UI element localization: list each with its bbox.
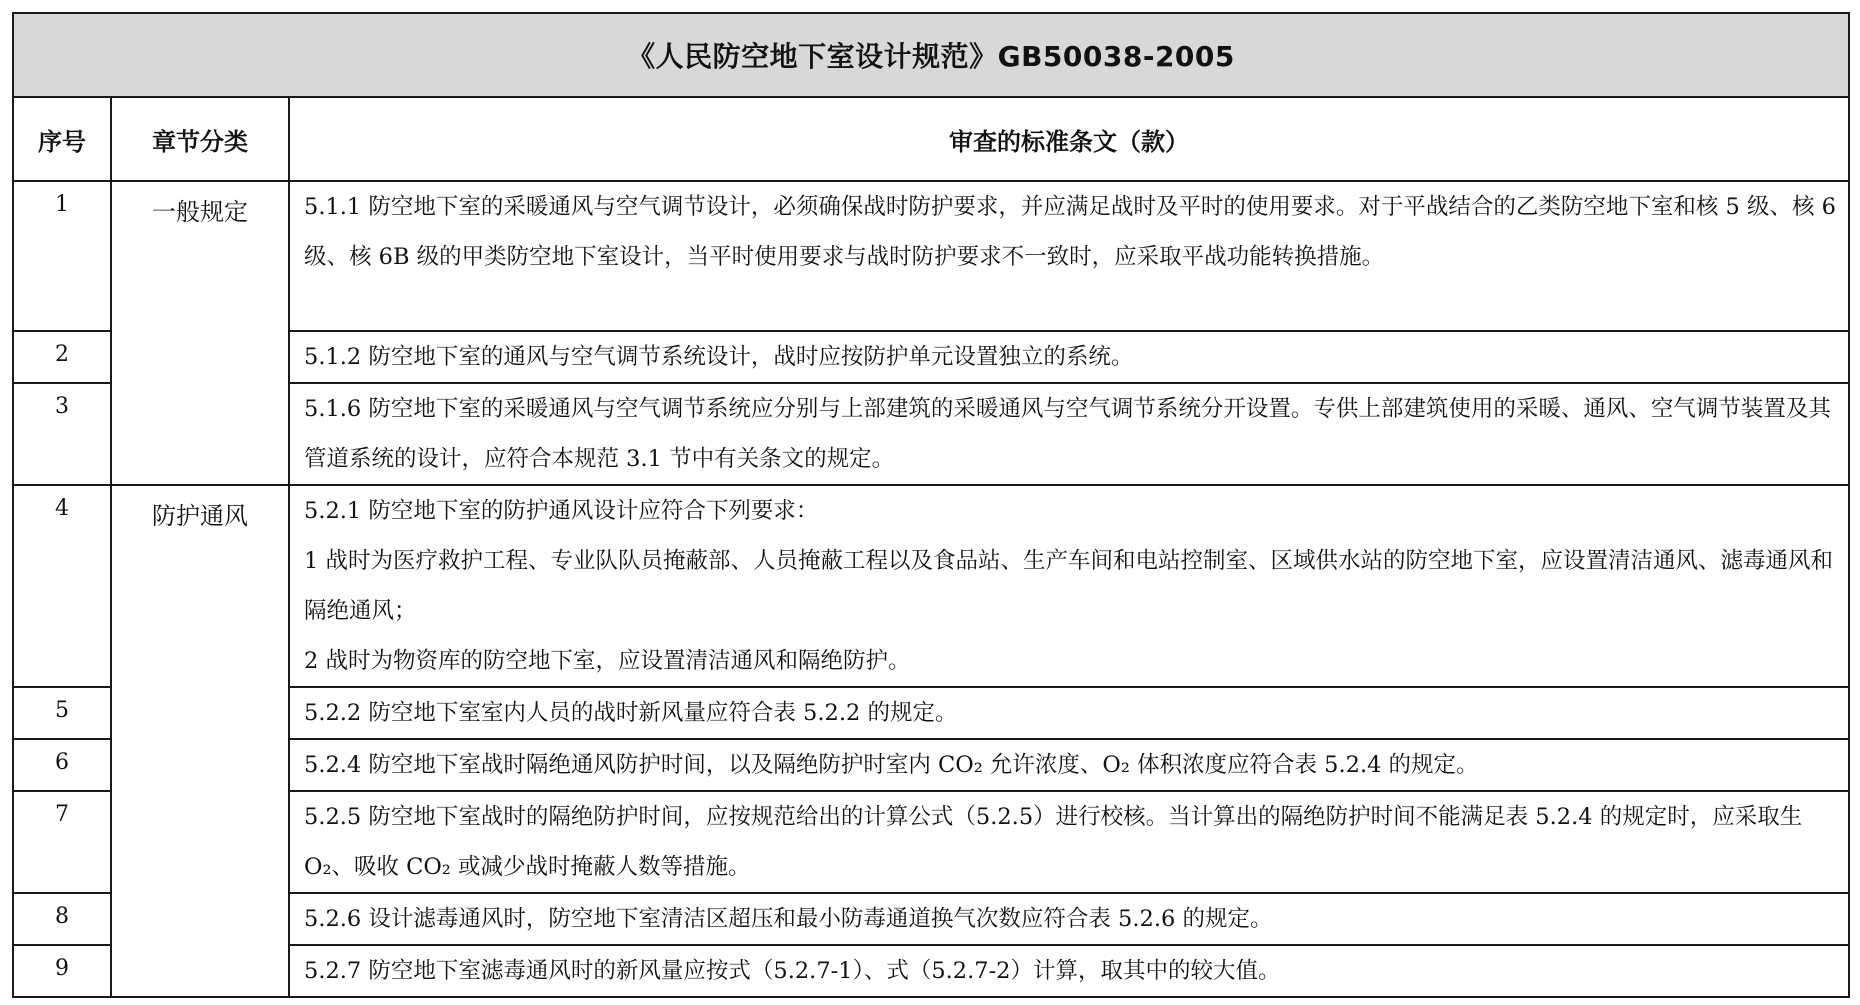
clause-cell xyxy=(289,331,1849,383)
table-row xyxy=(13,893,1849,945)
table-row xyxy=(13,945,1849,997)
row-number: 8 xyxy=(13,893,111,945)
clause-line: 5.2.5 防空地下室战时的隔绝防护时间，应按规范给出的计算公式（5.2.5）进行校核。当计算出的隔绝防护时间不能满足表 5.2.4 的规定时，应采取生 O₂、吸收 CO₂ 或减少战时掩蔽人数等措施。 xyxy=(304,804,1803,880)
clause-cell xyxy=(289,945,1849,997)
clause-cell xyxy=(289,739,1849,791)
clause-line: 5.1.2 防空地下室的通风与空气调节系统设计，战时应按防护单元设置独立的系统。 xyxy=(304,344,1134,370)
row-number: 6 xyxy=(13,739,111,791)
table-row xyxy=(13,383,1849,485)
table-row xyxy=(13,331,1849,383)
table-title: 《人民防空地下室设计规范》GB50038-2005 xyxy=(13,13,1849,97)
clause-line: 2 战时为物资库的防空地下室，应设置清洁通风和隔绝防护。 xyxy=(304,648,911,674)
clause-cell xyxy=(289,687,1849,739)
table-row xyxy=(13,791,1849,893)
clause-cell xyxy=(289,893,1849,945)
clause-cell xyxy=(289,383,1849,485)
table-row xyxy=(13,181,1849,331)
row-number: 3 xyxy=(13,383,111,485)
clause-line: 5.2.4 防空地下室战时隔绝通风防护时间，以及隔绝防护时室内 CO₂ 允许浓度、O₂ 体积浓度应符合表 5.2.4 的规定。 xyxy=(304,752,1479,778)
clause-line: 1 战时为医疗救护工程、专业队队员掩蔽部、人员掩蔽工程以及食品站、生产车间和电站控制室、区域供水站的防空地下室，应设置清洁通风、滤毒通风和隔绝通风； xyxy=(304,548,1833,624)
header-category: 章节分类 xyxy=(111,97,289,181)
clause-line: 5.2.1 防空地下室的防护通风设计应符合下列要求： xyxy=(304,498,819,524)
row-number: 1 xyxy=(13,181,111,331)
clause-line: 5.2.6 设计滤毒通风时，防空地下室清洁区超压和最小防毒通道换气次数应符合表 5.2.6 的规定。 xyxy=(304,906,1273,932)
table-row xyxy=(13,485,1849,687)
clause-cell xyxy=(289,791,1849,893)
row-number: 9 xyxy=(13,945,111,997)
clause-line: 5.2.7 防空地下室滤毒通风时的新风量应按式（5.2.7-1）、式（5.2.7-2）计算，取其中的较大值。 xyxy=(304,958,1281,984)
clause-line: 5.1.6 防空地下室的采暖通风与空气调节系统应分别与上部建筑的采暖通风与空气调节系统分开设置。专供上部建筑使用的采暖、通风、空气调节装置及其管道系统的设计，应符合本规范 3.1 节中有关条文的规定。 xyxy=(304,396,1831,472)
header-row xyxy=(13,97,1849,181)
table-row xyxy=(13,687,1849,739)
table-row xyxy=(13,739,1849,791)
standards-table-sheet xyxy=(12,12,1848,998)
clause-line: 5.1.1 防空地下室的采暖通风与空气调节设计，必须确保战时防护要求，并应满足战时及平时的使用要求。对于平战结合的乙类防空地下室和核 5 级、核 6 级、核 6B 级的甲类防空地下室设计，当平时使用要求与战时防护要求不一致时，应采取平战功能转换措施。 xyxy=(304,194,1836,270)
row-number: 2 xyxy=(13,331,111,383)
category-cell: 一般规定 xyxy=(111,181,289,485)
title-row xyxy=(13,13,1849,97)
row-number: 5 xyxy=(13,687,111,739)
clause-cell xyxy=(289,181,1849,331)
row-number: 4 xyxy=(13,485,111,687)
header-no: 序号 xyxy=(13,97,111,181)
clause-cell xyxy=(289,485,1849,687)
row-number: 7 xyxy=(13,791,111,893)
category-cell: 防护通风 xyxy=(111,485,289,997)
standards-table xyxy=(12,12,1850,998)
header-clause: 审查的标准条文（款） xyxy=(289,97,1849,181)
clause-line: 5.2.2 防空地下室室内人员的战时新风量应符合表 5.2.2 的规定。 xyxy=(304,700,958,726)
